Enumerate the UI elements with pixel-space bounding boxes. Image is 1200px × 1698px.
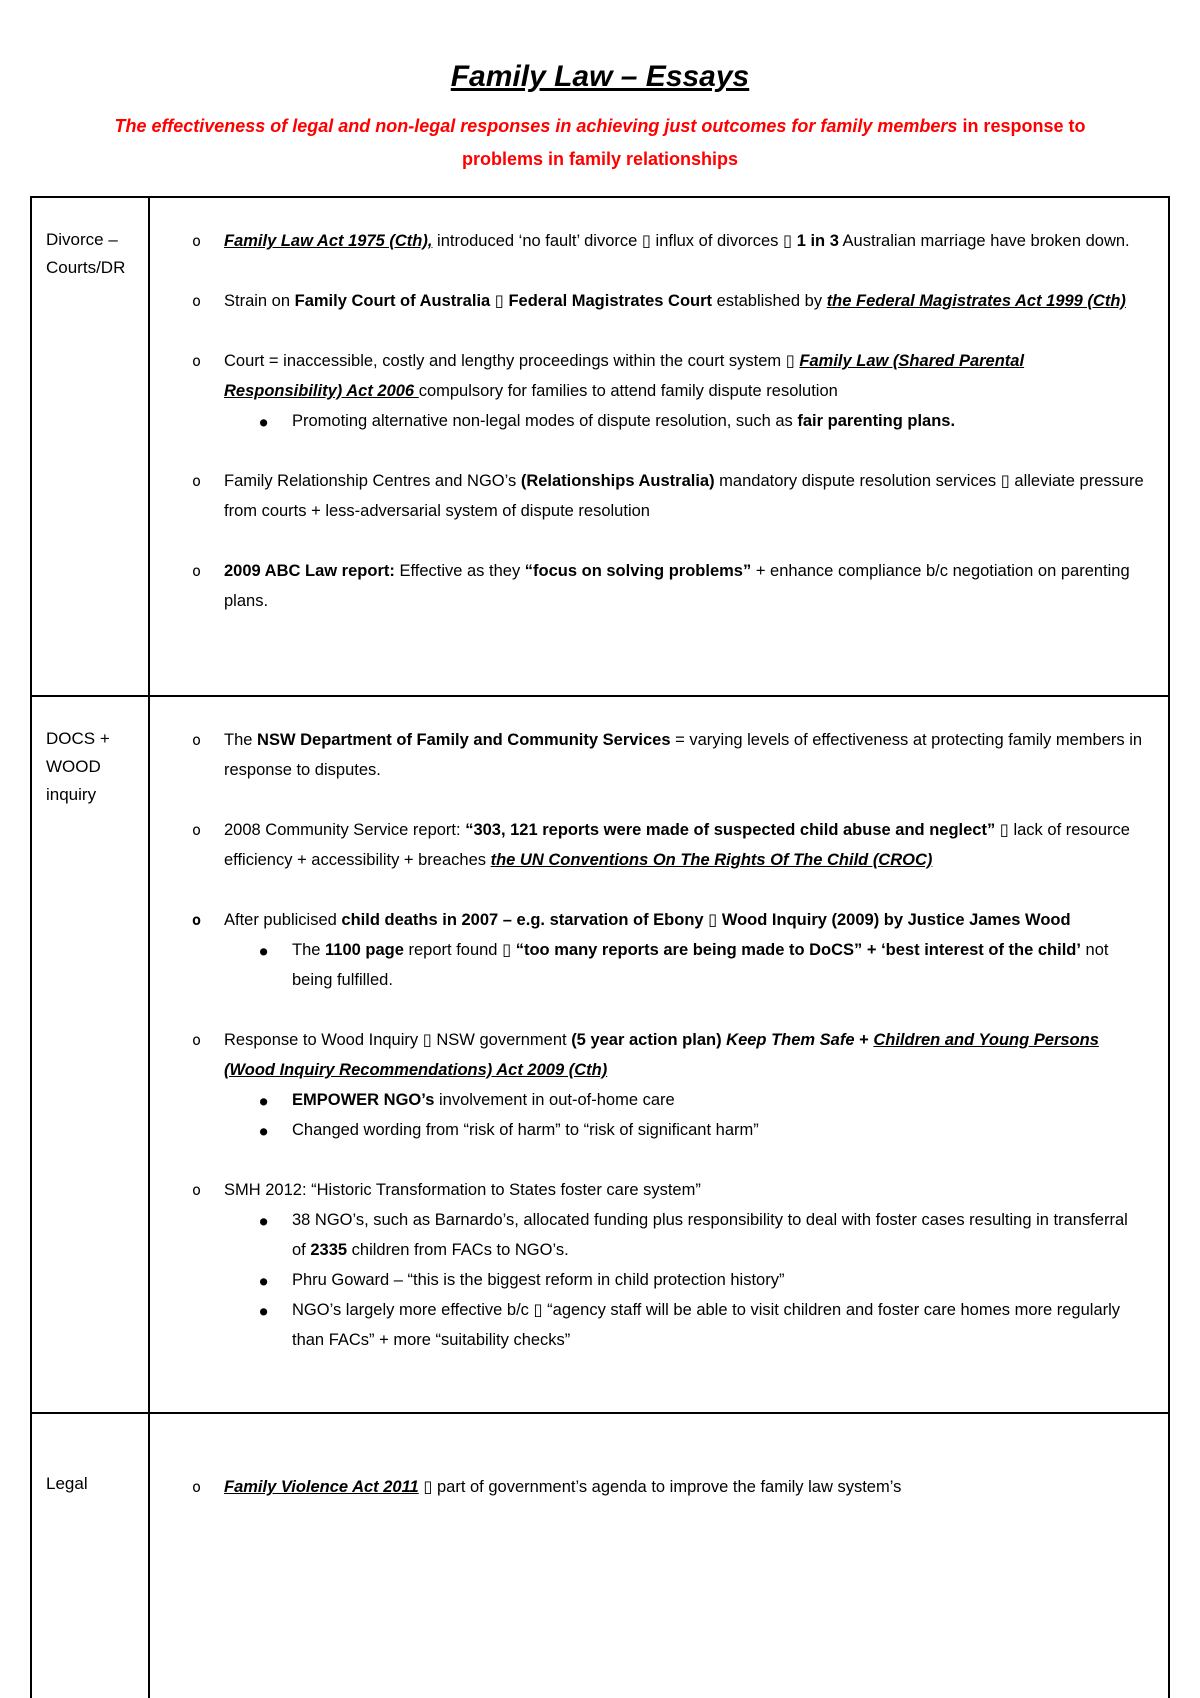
bullet-text (292, 1121, 759, 1139)
bullet-text (224, 232, 1130, 250)
text-segment: EMPOWER NGO’s (292, 1091, 435, 1109)
bullet-marker: o (192, 821, 202, 839)
bullet-item (150, 1472, 1146, 1502)
row-label-cell (32, 697, 150, 1412)
text-segment: the UN Conventions On The Rights Of The Child (CROC) (490, 851, 933, 869)
text-segment: report found ▯ (403, 941, 516, 959)
text-segment: SMH 2012: “Historic Transformation to States foster care system” (224, 1181, 701, 1199)
bullet-item (150, 1205, 1146, 1265)
bullet-text (224, 731, 1142, 779)
bullet-marker: o (192, 472, 202, 490)
bullet-marker: o (192, 1478, 202, 1496)
bullet-text (224, 911, 1071, 929)
row-label-line: Courts/DR (46, 258, 126, 277)
bullet-text (292, 1211, 1128, 1259)
text-segment: mandatory dispute resolution services ▯ alleviate pressure from courts + less-adversarial system of dispute resolution (224, 472, 1144, 520)
text-segment: = varying levels of effectiveness at protecting family members in response to disputes. (224, 731, 1143, 779)
bullet-item (150, 1085, 1146, 1115)
bullet-text (292, 1091, 675, 1109)
bullet-marker: o (192, 731, 202, 749)
text-segment: child deaths in 2007 – e.g. starvation of Ebony ▯ Wood Inquiry (2009) by Justice James Wood (341, 911, 1071, 929)
text-segment: Response to Wood Inquiry ▯ NSW government (224, 1031, 572, 1049)
bullet-marker: o (192, 911, 202, 929)
text-segment: “too many reports are being made to DoCS” + ‘best interest of the child’ (515, 941, 1081, 959)
table-row (32, 1414, 1168, 1698)
text-segment: 38 NGO’s, such as Barnardo’s, allocated funding plus responsibility to deal with foster cases resulting in transferral of (292, 1211, 1128, 1259)
text-segment: Changed wording from “risk of harm” to “risk of significant harm” (292, 1121, 759, 1139)
text-segment: ▯ lack of resource efficiency + accessibility + breaches (224, 821, 1130, 869)
bullet-marker: o (192, 1031, 202, 1049)
text-segment: Australian marriage have broken down. (838, 232, 1130, 250)
text-segment: After publicised (224, 911, 342, 929)
row-content-cell (150, 198, 1168, 695)
text-segment: Keep Them Safe (726, 1031, 855, 1049)
table-row (32, 697, 1168, 1414)
text-segment: compulsory for families to attend family dispute resolution (418, 382, 838, 400)
bullet-item (150, 466, 1146, 526)
bullet-marker: ● (260, 1214, 268, 1228)
text-segment: Family Violence Act 2011 (224, 1478, 419, 1496)
text-segment: The (292, 941, 326, 959)
bullet-item (150, 725, 1146, 785)
bullet-text (224, 292, 1126, 310)
text-segment: (Relationships Australia) (520, 472, 715, 490)
bullet-marker: ● (260, 1304, 268, 1318)
text-segment: Phru Goward – “this is the biggest reform in child protection history” (292, 1271, 785, 1289)
table-row (32, 198, 1168, 697)
bullet-text (224, 1478, 901, 1496)
row-label-cell (32, 198, 150, 695)
bullet-marker: ● (260, 1094, 268, 1108)
page-title: Family Law – Essays (450, 60, 750, 93)
bullet-item (150, 815, 1146, 875)
row-label-line: WOOD (46, 757, 101, 776)
text-segment: Family Relationship Centres and NGO’s (224, 472, 521, 490)
row-label-line: Divorce – (46, 230, 118, 249)
text-segment: ▯ part of government’s agenda to improve the family law system’s (418, 1478, 902, 1496)
notes-table (30, 196, 1170, 1698)
text-segment: (5 year action plan) (571, 1031, 727, 1049)
bullet-marker: ● (260, 415, 268, 429)
bullet-marker: ● (260, 1274, 268, 1288)
text-segment: Family Law (Shared Parental Responsibility) Act 2006 (224, 352, 1025, 400)
bullet-item (150, 1295, 1146, 1355)
bullet-text (224, 352, 1024, 400)
bullet-marker: ● (260, 1124, 268, 1138)
text-segment: established by (712, 292, 827, 310)
bullet-marker: o (192, 232, 202, 250)
bullet-item (150, 556, 1146, 616)
row-content-cell (150, 697, 1168, 1412)
bullet-marker: ● (260, 944, 268, 958)
text-segment: 1 in 3 (796, 232, 839, 250)
text-segment: the Federal Magistrates Act 1999 (Cth) (826, 292, 1126, 310)
bullet-text (224, 1181, 701, 1199)
bullet-item (150, 226, 1146, 256)
bullet-item (150, 1175, 1146, 1205)
text-segment: not being fulfilled. (292, 941, 1109, 989)
bullet-item (150, 406, 1146, 436)
text-segment: “303, 121 reports were made of suspected child abuse and neglect” (465, 821, 996, 839)
bullet-item (150, 905, 1146, 935)
bullet-text (224, 562, 1130, 610)
text-segment: involvement in out-of-home care (434, 1091, 675, 1109)
text-segment: 1100 page (325, 941, 404, 959)
text-segment: Federal Magistrates Court (508, 292, 713, 310)
bullet-marker: o (192, 352, 202, 370)
text-segment: Family Court of Australia (294, 292, 491, 310)
row-content-cell (150, 1414, 1168, 1698)
page-subtitle (0, 110, 1200, 176)
bullet-item (150, 286, 1146, 316)
text-segment: NGO’s largely more effective b/c ▯ “agency staff will be able to visit children and foster care homes more regularly than FACs” + more “suitability checks” (292, 1301, 1121, 1349)
text-segment: Promoting alternative non-legal modes of dispute resolution, such as (292, 412, 798, 430)
text-segment: Court = inaccessible, costly and lengthy proceedings within the court system ▯ (224, 352, 800, 370)
bullet-text (292, 1271, 784, 1289)
row-label-line: Legal (46, 1474, 88, 1493)
bullet-text (224, 472, 1144, 520)
bullet-text (292, 1301, 1120, 1349)
text-segment: in response to problems in family relationships (461, 116, 1086, 169)
bullet-marker: o (192, 562, 202, 580)
bullet-marker: o (192, 1181, 202, 1199)
text-segment: “focus on solving problems” (524, 562, 752, 580)
text-segment: The (224, 731, 258, 749)
bullet-item (150, 1115, 1146, 1145)
row-label-line: DOCS + (46, 729, 110, 748)
text-segment: + enhance compliance b/c negotiation on parenting plans. (224, 562, 1130, 610)
bullet-text (224, 1031, 1099, 1079)
bullet-item (150, 1025, 1146, 1085)
text-segment: fair parenting plans. (797, 412, 956, 430)
text-segment: The effectiveness of legal and non-legal responses in achieving just outcomes for family members (114, 116, 958, 136)
text-segment: ▯ (490, 292, 509, 310)
bullet-marker: o (192, 292, 202, 310)
bullet-text (224, 821, 1130, 869)
text-segment: NSW Department of Family and Community Services (257, 731, 671, 749)
bullet-item (150, 346, 1146, 406)
text-segment: Children and Young Persons (Wood Inquiry Recommendations) Act 2009 (Cth) (224, 1031, 1099, 1079)
text-segment: children from FACs to NGO’s. (347, 1241, 569, 1259)
text-segment: 2335 (310, 1241, 348, 1259)
text-segment: Effective as they (394, 562, 525, 580)
row-label-cell (32, 1414, 150, 1698)
bullet-item (150, 935, 1146, 995)
text-segment: 2009 ABC Law report: (224, 562, 395, 580)
text-segment: Strain on (224, 292, 295, 310)
text-segment: 2008 Community Service report: (224, 821, 466, 839)
text-segment: introduced ‘no fault’ divorce ▯ influx of divorces ▯ (432, 232, 797, 250)
bullet-text (292, 412, 955, 430)
bullet-item (150, 1265, 1146, 1295)
row-label-line: inquiry (46, 785, 97, 804)
text-segment: + (854, 1031, 874, 1049)
text-segment: Family Law Act 1975 (Cth), (224, 232, 433, 250)
bullet-text (292, 941, 1109, 989)
